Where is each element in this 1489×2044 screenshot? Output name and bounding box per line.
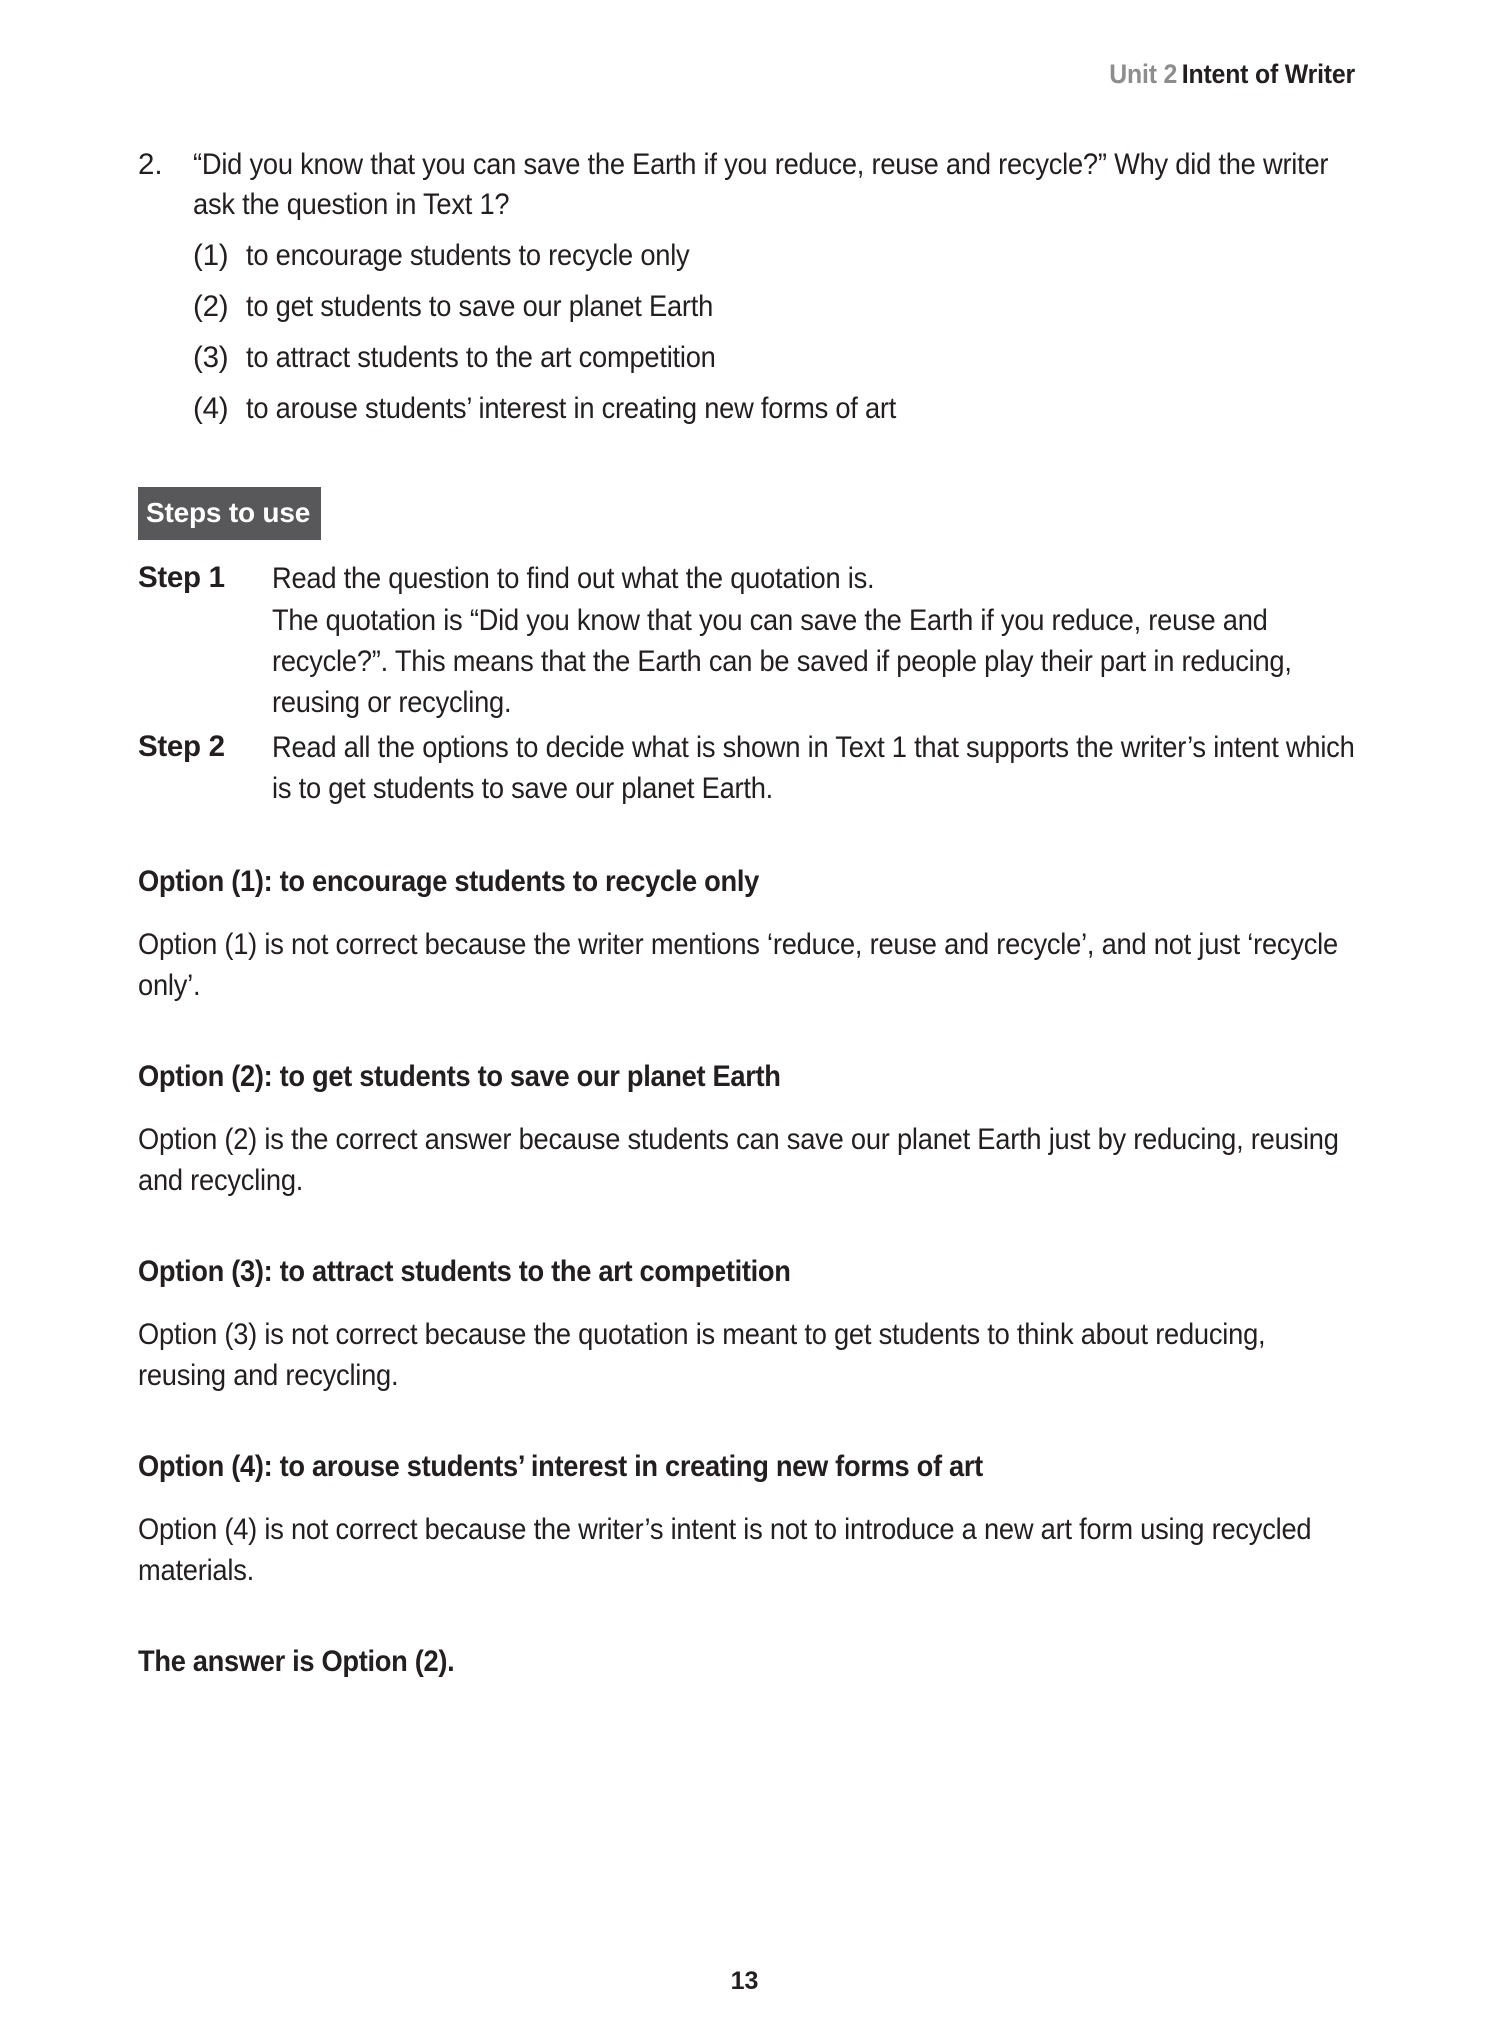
option-analysis-body: Option (1) is not correct because the writer mentions ‘reduce, reuse and recycle’, and not just ‘recycle only’. — [138, 928, 1338, 1002]
option-analysis-body: Option (2) is the correct answer because students can save our planet Earth just by reducing, reusing and recycling. — [138, 1123, 1339, 1197]
header-chapter-label: Intent of Writer — [1181, 59, 1355, 89]
answer-option-2[interactable] — [193, 287, 1358, 327]
step-label: Step 2 — [138, 730, 225, 763]
steps-list — [138, 558, 1358, 809]
option-analysis-3 — [138, 1251, 1358, 1396]
option-analysis-1 — [138, 861, 1358, 1006]
option-analysis-4 — [138, 1446, 1358, 1591]
step-paragraph: Read all the options to decide what is shown in Text 1 that supports the writer’s intent which is to get students to save our planet Earth. — [272, 731, 1355, 805]
option-label: to get students to save our planet Earth — [246, 290, 714, 323]
page-number: 13 — [730, 1967, 759, 1995]
page-content — [138, 145, 1358, 1682]
answer-option-3[interactable] — [193, 338, 1358, 378]
step-paragraph: The quotation is “Did you know that you can save the Earth if you reduce, reuse and recycle?”. This means that the Earth can be saved if people play their part in reducing, reusing or recycling. — [272, 604, 1292, 719]
question-block — [138, 145, 1358, 225]
option-label: to attract students to the art competition — [246, 341, 716, 374]
question-text: “Did you know that you can save the Earth if you reduce, reuse and recycle?” Why did the writer ask the question in Text 1? — [193, 148, 1329, 221]
option-analysis-body: Option (4) is not correct because the writer’s intent is not to introduce a new art form using recycled materials. — [138, 1513, 1312, 1587]
running-header — [108, 58, 1355, 90]
answer-option-1[interactable] — [193, 236, 1358, 276]
step-row-2 — [138, 727, 1358, 809]
option-analysis-section — [138, 861, 1358, 1682]
final-answer-text: The answer is Option (2). — [138, 1645, 455, 1678]
step-body — [272, 558, 1358, 723]
header-unit-label: Unit 2 — [1109, 59, 1178, 89]
option-marker: (1) — [193, 239, 229, 272]
answer-options-list — [138, 236, 1358, 429]
steps-badge-container — [138, 487, 1358, 540]
option-label: to encourage students to recycle only — [246, 239, 690, 272]
question-number: 2. — [138, 148, 163, 181]
step-body — [272, 727, 1358, 809]
option-marker: (2) — [193, 290, 229, 323]
steps-to-use-badge: Steps to use — [138, 487, 321, 540]
option-analysis-heading: Option (3): to attract students to the art competition — [138, 1255, 791, 1288]
option-analysis-body: Option (3) is not correct because the quotation is meant to get students to think about reducing, reusing and recycling. — [138, 1318, 1266, 1392]
option-analysis-2 — [138, 1056, 1358, 1201]
option-marker: (4) — [193, 392, 229, 425]
option-analysis-heading: Option (1): to encourage students to recycle only — [138, 865, 759, 898]
option-analysis-heading: Option (2): to get students to save our planet Earth — [138, 1060, 781, 1093]
step-paragraph: Read the question to find out what the quotation is. — [272, 562, 875, 595]
step-label: Step 1 — [138, 561, 225, 594]
option-label: to arouse students’ interest in creating new forms of art — [246, 392, 897, 425]
option-analysis-heading: Option (4): to arouse students’ interest in creating new forms of art — [138, 1450, 983, 1483]
option-marker: (3) — [193, 341, 229, 374]
answer-option-4[interactable] — [193, 389, 1358, 429]
step-row-1 — [138, 558, 1358, 723]
